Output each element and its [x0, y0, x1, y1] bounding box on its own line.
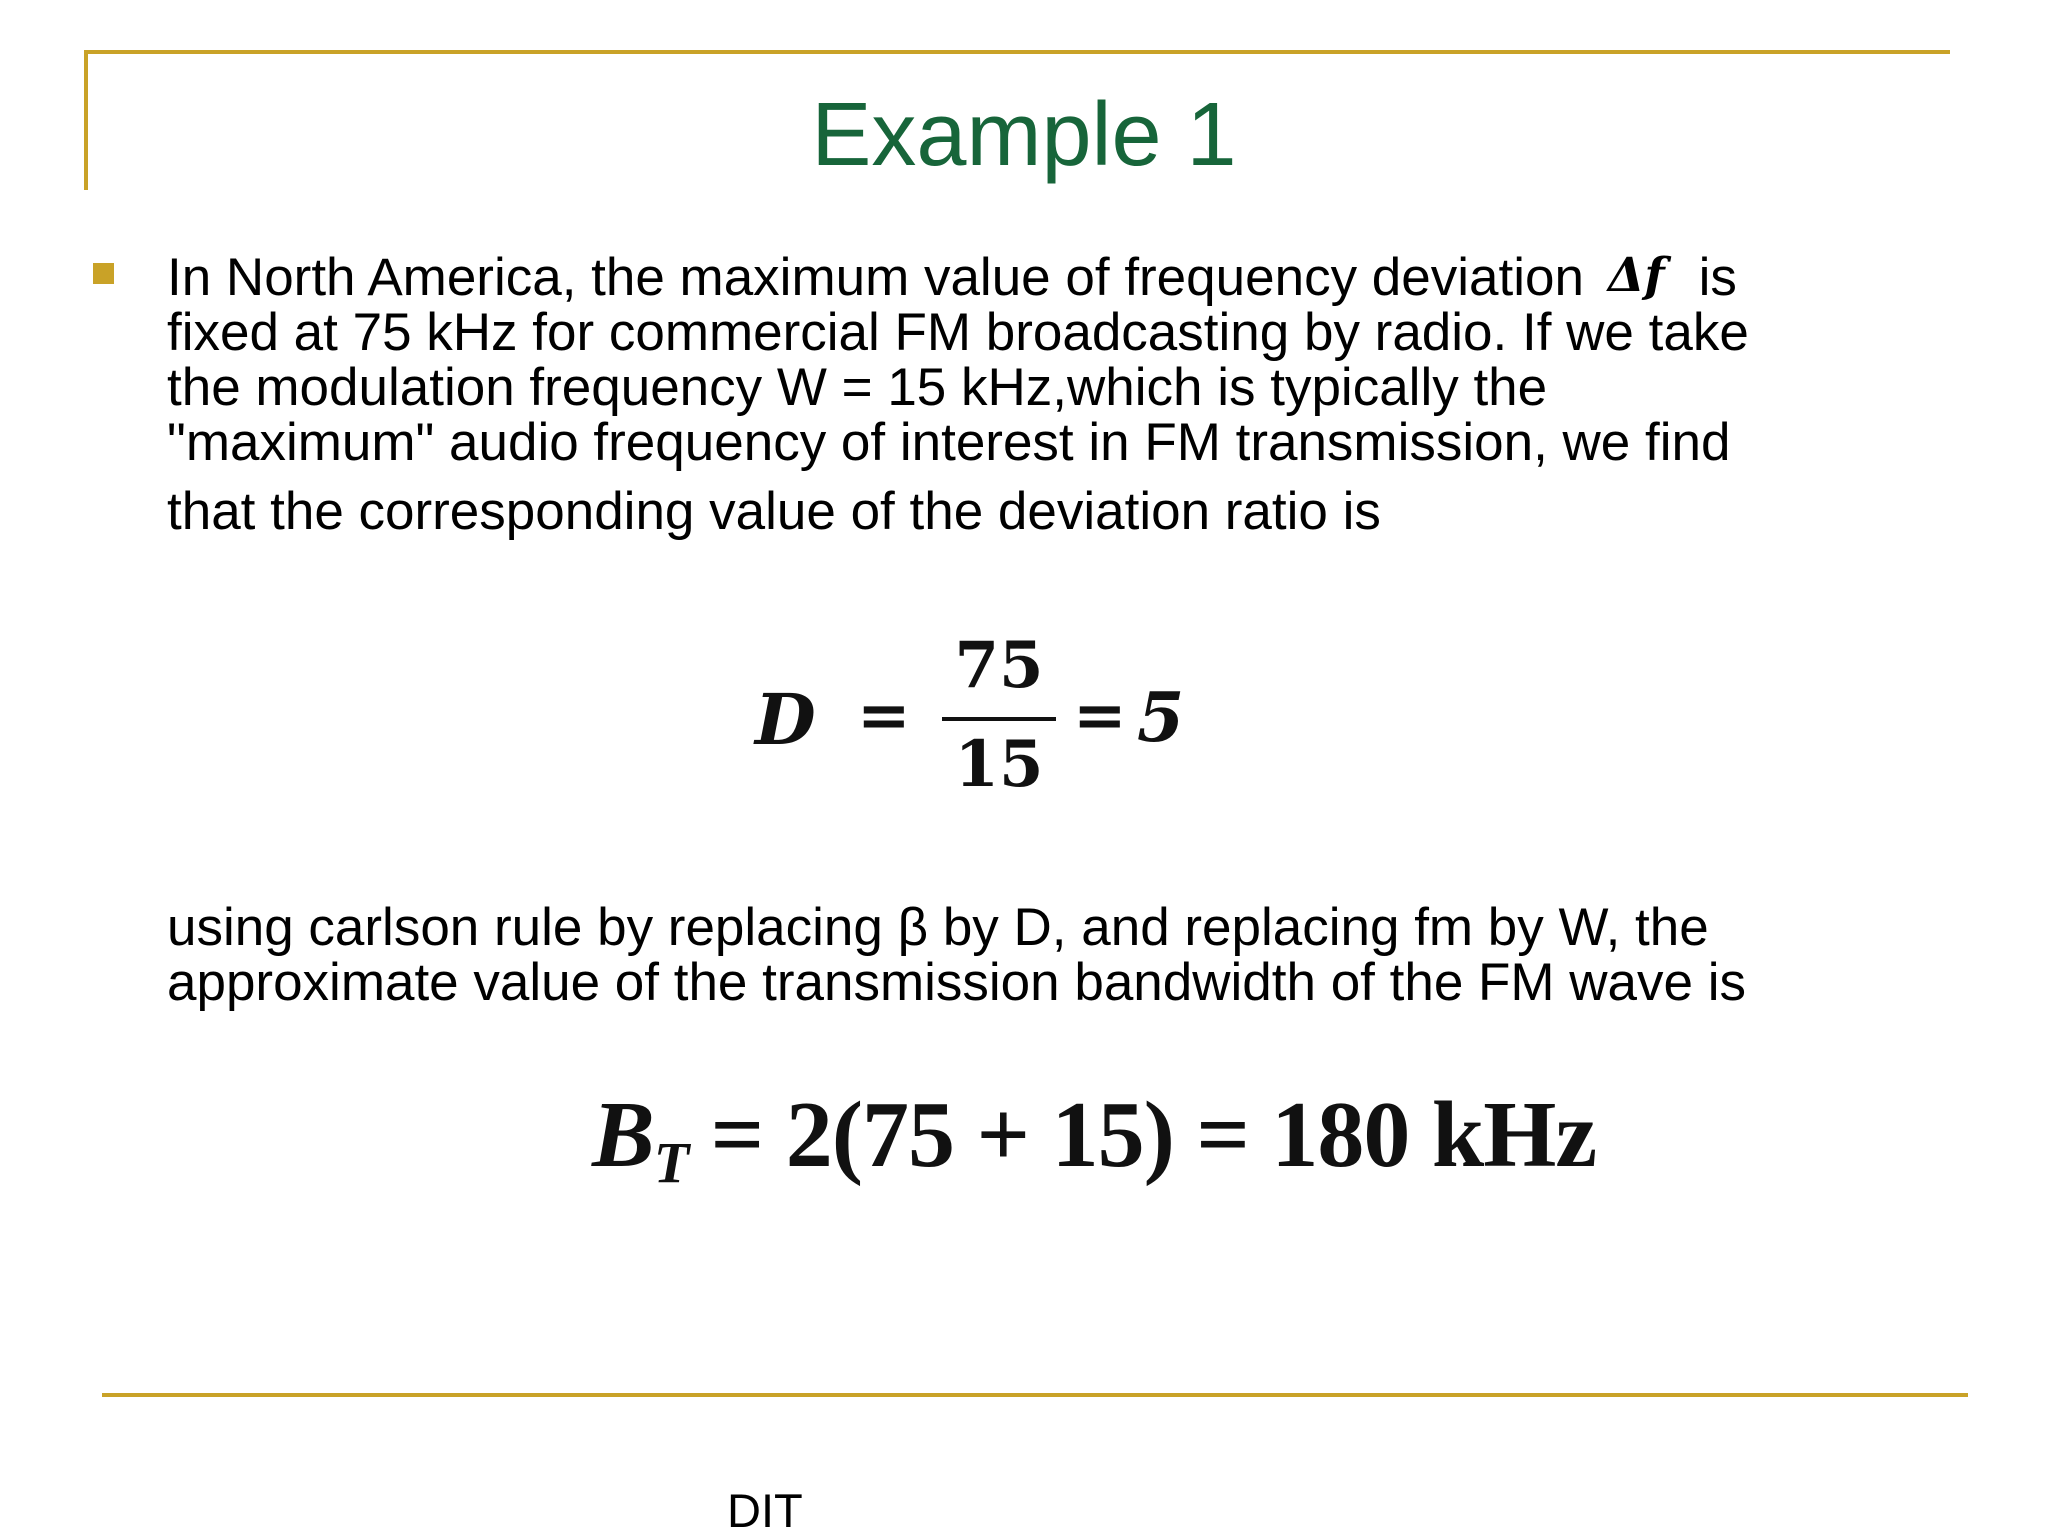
- intro-line-4: "maximum" audio frequency of interest in FM transmission, we find: [167, 413, 1731, 472]
- intro-line-5: that the corresponding value of the deviation ratio is: [167, 482, 1381, 541]
- slide-top-border: [84, 50, 1950, 54]
- bullet-square-icon: [93, 263, 114, 284]
- intro-line-1: [167, 248, 1927, 305]
- intro-line-1-start: In North America, the maximum value of frequency deviation: [167, 248, 1584, 307]
- formula-variable-d: D: [755, 678, 816, 761]
- carlson-line-1: using carlson rule by replacing β by D, and replacing fm by W, the: [167, 898, 1709, 957]
- slide-bottom-border: [102, 1393, 1968, 1397]
- bandwidth-expression: = 2(75 + 15) = 180 kHz: [688, 1083, 1597, 1187]
- fraction-bar: [942, 717, 1056, 721]
- bandwidth-subscript: T: [653, 1130, 689, 1195]
- delta-f-symbol: Δf: [1607, 248, 1665, 303]
- formula-equals-sign: =: [857, 678, 911, 753]
- formula-result: 5: [1137, 678, 1185, 758]
- formula-numerator: 75: [954, 628, 1044, 703]
- formula-denominator: 15: [954, 727, 1044, 802]
- formula-second-equals-sign: =: [1073, 678, 1127, 753]
- intro-line-3: the modulation frequency W = 15 kHz,which is typically the: [167, 358, 1548, 417]
- carlson-paragraph: [167, 900, 1927, 1010]
- carlson-line-2: approximate value of the transmission bandwidth of the FM wave is: [167, 953, 1747, 1012]
- slide-title: Example 1: [811, 85, 1237, 185]
- footer-label: DIT: [727, 1484, 803, 1537]
- bandwidth-variable: B: [592, 1083, 654, 1187]
- intro-paragraph: [167, 248, 1927, 539]
- intro-line-2: fixed at 75 kHz for commercial FM broadcasting by radio. If we take: [167, 303, 1749, 362]
- intro-line-1-end: is: [1698, 248, 1737, 307]
- deviation-ratio-formula: [755, 628, 1195, 808]
- bandwidth-formula: [592, 1080, 1596, 1218]
